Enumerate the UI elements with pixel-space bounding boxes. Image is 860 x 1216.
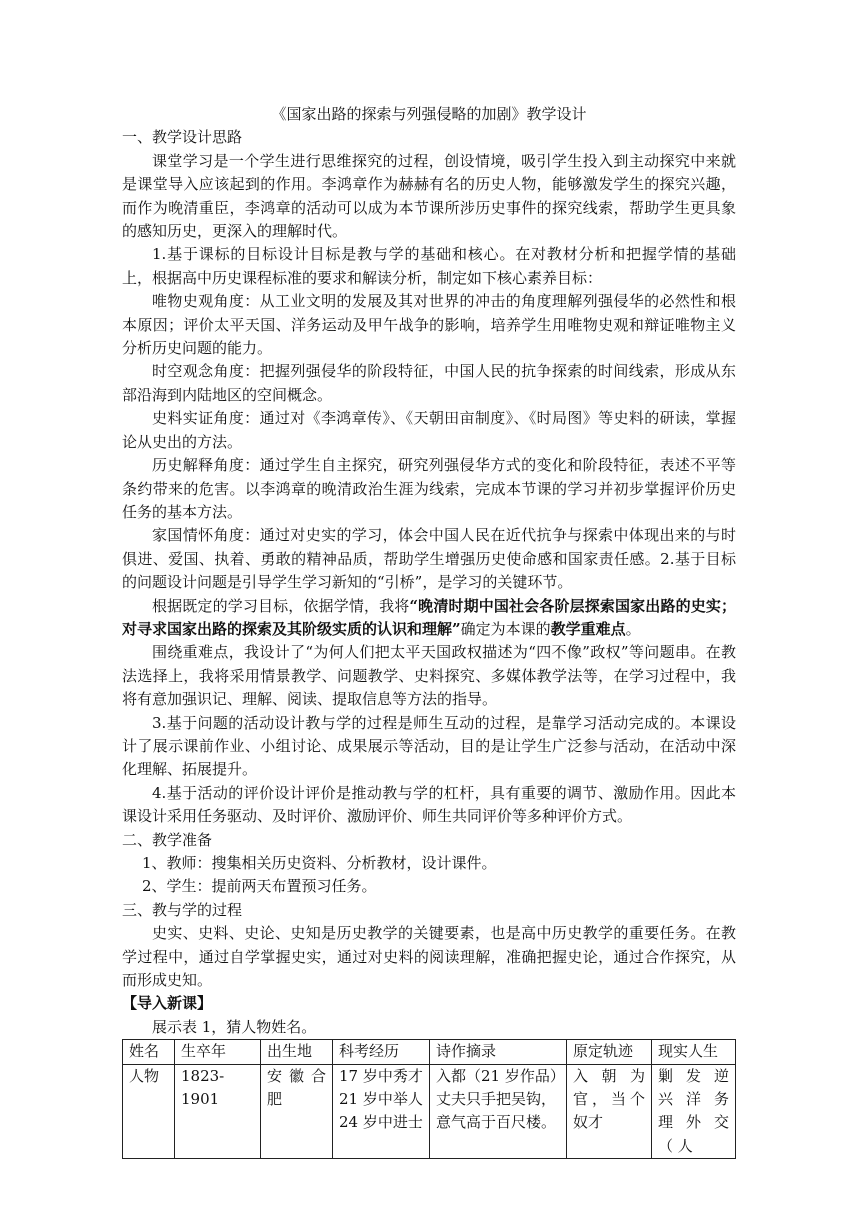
- table-header-cell: 科考经历: [333, 1040, 430, 1064]
- paragraph: 家国情怀角度：通过对史实的学习，体会中国人民在近代抗争与探索中体现出来的与时俱进、爱国、执着、勇敢的精神品质，帮助学生增强历史使命感和国家责任感。2.基于目标的问题设计问题是引导学生学习新知的“引桥”，是学习的关键环节。: [122, 526, 736, 592]
- poem-line: 意气高于百尺楼。: [436, 1113, 557, 1132]
- poem-line: 入都（21 岁作品）: [436, 1066, 565, 1085]
- paragraph: 课堂学习是一个学生进行思维探究的过程，创设情境，吸引学生投入到主动探究中来就是课堂导入应该起到的作用。李鸿章作为赫赫有名的历史人物，能够激发学生的探究兴趣，而作为晚清重臣，李鸿章的活动可以成为本节课所涉历史事件的探究线索，帮助学生更具象的感知历史，更深入的理解时代。: [122, 151, 736, 241]
- bold-text-run: “晚清时期中国社会各阶层探索国家出路的史实；对寻求国家出路的探索及其阶级实质的认识和理解”: [122, 596, 736, 638]
- poem-line: 丈夫只手把吴钩，: [436, 1090, 557, 1109]
- bold-text-run: 教学重难点: [550, 619, 626, 638]
- document-page: [122, 103, 736, 1159]
- paragraph: 4.基于活动的评价设计评价是推动教与学的杠杆，具有重要的调节、激励作用。因此本课设计采用任务驱动、及时评价、激励评价、师生共同评价等多种评价方式。: [122, 783, 736, 826]
- paragraph: 历史解释角度：通过学生自主探究，研究列强侵华方式的变化和阶段特征，表述不平等条约带来的危害。以李鸿章的晚清政治生涯为线索，完成本节课的学习并初步掌握评价历史任务的基本方法。: [122, 456, 736, 521]
- table-header-row: [123, 1040, 736, 1064]
- paragraph: 1、教师：搜集相关历史资料、分析教材，设计课件。: [142, 854, 497, 872]
- table-header-cell: 生卒年: [175, 1040, 261, 1064]
- table-row: [123, 1064, 736, 1159]
- table-cell-poem: [430, 1064, 567, 1159]
- section-heading-preparation: 二、教学准备: [122, 830, 213, 849]
- section-heading-design: 一、教学设计思路: [122, 128, 243, 147]
- exam-line: 24 岁中进士: [339, 1113, 423, 1132]
- paragraph-key-points: [122, 595, 736, 642]
- table-cell-exam: [333, 1064, 430, 1159]
- paragraph: 2、学生：提前两天布置预习任务。: [142, 877, 377, 896]
- table-cell-birthplace: 安 徽 合 肥: [261, 1064, 333, 1159]
- exam-line: 17 岁中秀才: [339, 1066, 423, 1085]
- table-cell-plan: 入朝为官，当个奴才: [567, 1064, 652, 1159]
- paragraph: 1.基于课标的目标设计目标是教与学的基础和核心。在对教材分析和把握学情的基础上，根据高中历史课程标准的要求和解读分析，制定如下核心素养目标：: [122, 245, 736, 287]
- document-title: 《国家出路的探索与列强侵略的加剧》教学设计: [271, 105, 587, 123]
- intro-heading: 【导入新课】: [122, 994, 213, 1013]
- table-header-cell: 原定轨迹: [567, 1040, 652, 1064]
- section-heading-process: 三、教与学的过程: [122, 900, 243, 919]
- table-header-cell: 现实人生: [652, 1040, 736, 1064]
- paragraph: 时空观念角度：把握列强侵华的阶段特征，中国人民的抗争探索的时间线索，形成从东部沿海到内陆地区的空间概念。: [122, 362, 736, 404]
- text-run: 。: [625, 619, 641, 638]
- table-header-cell: 诗作摘录: [430, 1040, 567, 1064]
- paragraph: 围绕重难点，我设计了“为何人们把太平天国政权描述为“四不像”政权”等问题串。在教法选择上，我将采用情景教学、问题教学、史料探究、多媒体教学法等，在学习过程中，我将有意加强识记、理解、阅读、提取信息等方法的指导。: [122, 643, 736, 709]
- table-cell-life: 剿 发 逆 兴 洋 务 理 外 交 （ 人: [652, 1064, 736, 1159]
- text-run: 根据既定的学习目标，依据学情，我将: [152, 596, 410, 615]
- paragraph: 唯物史观角度：从工业文明的发展及其对世界的冲击的角度理解列强侵华的必然性和根本原因；评价太平天国、洋务运动及甲午战争的影响，培养学生用唯物史观和辩证唯物主义分析历史问题的能力。: [122, 292, 736, 358]
- person-table: [122, 1039, 736, 1159]
- exam-line: 21 岁中举人: [339, 1090, 423, 1109]
- table-header-cell: 姓名: [123, 1040, 175, 1064]
- table-header-cell: 出生地: [261, 1040, 333, 1064]
- table-cell-name: 人物: [123, 1064, 175, 1159]
- table-cell-years: 1823-1901: [175, 1064, 261, 1159]
- table-caption: 展示表 1，猜人物姓名。: [152, 1017, 317, 1036]
- paragraph: 3.基于问题的活动设计教与学的过程是师生互动的过程，是靠学习活动完成的。本课设计了展示课前作业、小组讨论、成果展示等活动，目的是让学生广泛参与活动，在活动中深化理解、拓展提升。: [122, 713, 736, 779]
- paragraph: 史实、史料、史论、史知是历史教学的关键要素，也是高中历史教学的重要任务。在教学过程中，通过自学掌握史实，通过对史料的阅读理解，准确把握史论，通过合作探究，从而形成史知。: [122, 924, 736, 990]
- text-run: 确定为本课的: [460, 619, 551, 638]
- paragraph: 史料实证角度：通过对《李鸿章传》、《天朝田亩制度》、《时局图》等史料的研读，掌握论从史出的方法。: [122, 409, 736, 451]
